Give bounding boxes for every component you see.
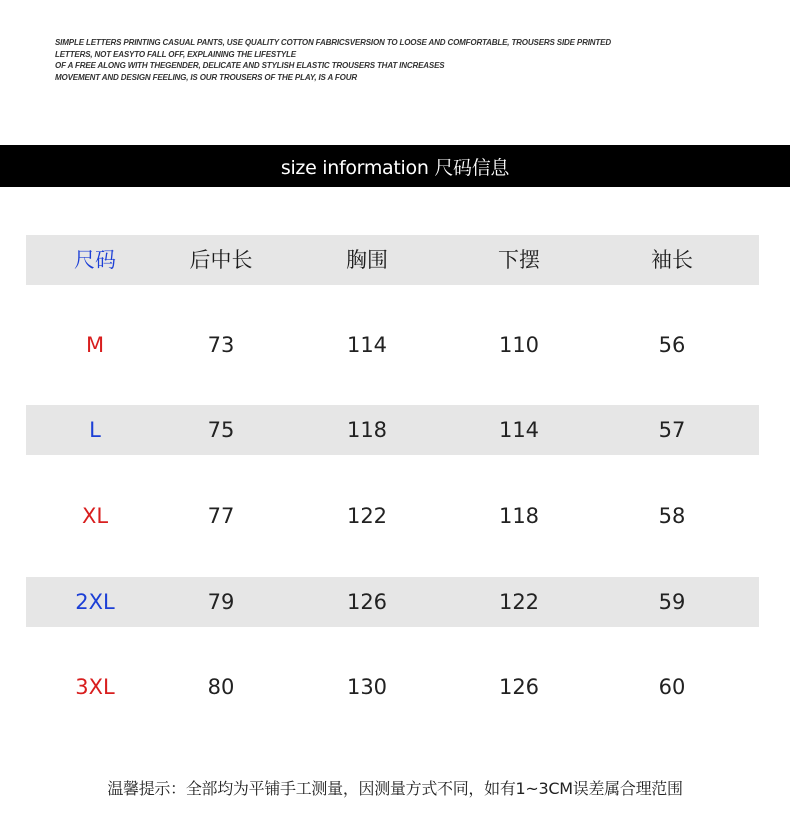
- sleeve-length-value: 58: [658, 504, 686, 528]
- chest-value: 118: [346, 418, 388, 442]
- product-description: [55, 37, 745, 83]
- description-line: SIMPLE LETTERS PRINTING CASUAL PANTS, USE QUALITY COTTON FABRICSVERSION TO LOOSE AND COMFORTABLE, TROUSERS SIDE PRINTED: [55, 38, 611, 47]
- table-row: [26, 491, 759, 541]
- table-row: [26, 405, 759, 455]
- hem-value: 114: [498, 418, 540, 442]
- back-length-value: 73: [207, 333, 235, 357]
- banner-title: size information 尺码信息: [280, 156, 510, 179]
- chest-value: 130: [346, 675, 388, 699]
- header-hem: 下摆: [498, 248, 540, 272]
- sleeve-length-value: 60: [658, 675, 686, 699]
- header-size: 尺码: [74, 248, 116, 272]
- table-row: [26, 320, 759, 370]
- hem-value: 126: [498, 675, 540, 699]
- header-chest: 胸围: [346, 248, 388, 272]
- table-row: [26, 577, 759, 627]
- chest-value: 122: [346, 504, 388, 528]
- chest-value: 114: [346, 333, 388, 357]
- chest-value: 126: [346, 590, 388, 614]
- back-length-value: 75: [207, 418, 235, 442]
- hem-value: 118: [498, 504, 540, 528]
- hem-value: 110: [498, 333, 540, 357]
- description-line: MOVEMENT AND DESIGN FEELING, IS OUR TROUSERS OF THE PLAY, IS A FOUR: [55, 72, 357, 82]
- header-sleeve-length: 袖长: [651, 248, 693, 272]
- back-length-value: 79: [207, 590, 235, 614]
- sleeve-length-value: 56: [658, 333, 686, 357]
- table-row: [26, 662, 759, 712]
- size-table-header: [26, 235, 759, 285]
- back-length-value: 77: [207, 504, 235, 528]
- size-label: 3XL: [75, 675, 115, 699]
- size-label: 2XL: [75, 590, 115, 614]
- header-back-length: 后中长: [189, 248, 253, 272]
- size-label: XL: [81, 504, 109, 528]
- sleeve-length-value: 57: [658, 418, 686, 442]
- size-info-banner: [0, 145, 790, 187]
- hem-value: 122: [498, 590, 540, 614]
- sleeve-length-value: 59: [658, 590, 686, 614]
- size-label: L: [89, 418, 101, 442]
- description-line: LETTERS, NOT EASYTO FALL OFF, EXPLAINING THE LIFESTYLE: [55, 49, 296, 59]
- description-line: OF A FREE ALONG WITH THEGENDER, DELICATE AND STYLISH ELASTIC TROUSERS THAT INCREASES: [55, 61, 445, 70]
- measurement-note: 温馨提示：全部均为平铺手工测量，因测量方式不同，如有1~3CM误差属合理范围: [107, 779, 683, 798]
- back-length-value: 80: [207, 675, 235, 699]
- size-label: M: [85, 333, 105, 357]
